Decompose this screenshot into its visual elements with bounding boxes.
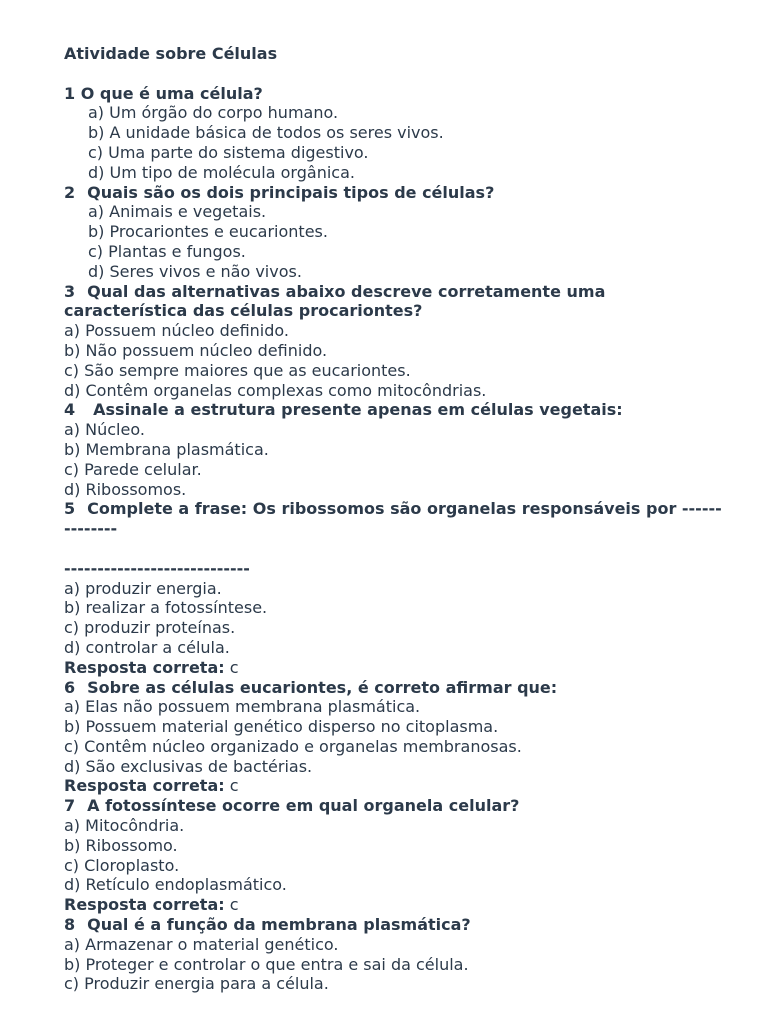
question-2 [64, 183, 724, 203]
answer-value: c [229, 657, 239, 677]
q2-option-b: b) Procariontes e eucariontes. [88, 222, 328, 242]
question-5-text: Complete a frase: Os ribossomos são organelas responsáveis por -------------- [64, 499, 722, 539]
q2-option-a: a) Animais e vegetais. [88, 202, 267, 222]
question-4 [64, 400, 724, 420]
question-7-number: 7 [64, 796, 76, 816]
q7-option-a: a) Mitocôndria. [64, 816, 185, 836]
question-8-text: Qual é a função da membrana plasmática? [87, 915, 471, 935]
q4-option-d: d) Ribossomos. [64, 479, 187, 499]
q6-option-a: a) Elas não possuem membrana plasmática. [64, 697, 421, 717]
q5-option-b: b) realizar a fotossíntese. [64, 598, 268, 618]
q8-option-a: a) Armazenar o material genético. [64, 934, 339, 954]
document-page [64, 44, 724, 994]
question-3-text: Qual das alternativas abaixo descreve corretamente uma característica das células procariontes? [64, 281, 606, 321]
q5-option-a: a) produzir energia. [64, 578, 222, 598]
q1-option-c: c) Uma parte do sistema digestivo. [88, 142, 369, 162]
q7-option-d: d) Retículo endoplasmático. [64, 875, 287, 895]
question-7-text: A fotossíntese ocorre em qual organela celular? [87, 796, 520, 816]
question-2-number: 2 [64, 182, 76, 202]
answer-value: c [229, 895, 239, 915]
q3-option-a: a) Possuem núcleo definido. [64, 321, 289, 341]
q7-option-c: c) Cloroplasto. [64, 855, 180, 875]
document-title: Atividade sobre Células [64, 44, 278, 63]
answer-label: Resposta correta: [64, 776, 225, 796]
q1-option-b: b) A unidade básica de todos os seres vivos. [88, 123, 444, 143]
answer-label: Resposta correta: [64, 895, 225, 915]
q4-option-b: b) Membrana plasmática. [64, 439, 269, 459]
blank-line [64, 539, 724, 559]
q4-option-a: a) Núcleo. [64, 420, 145, 440]
q1-option-d: d) Um tipo de molécula orgânica. [88, 162, 355, 182]
question-1: 1 O que é uma célula? [64, 83, 263, 103]
question-4-text: Assinale a estrutura presente apenas em células vegetais: [93, 400, 623, 420]
q6-option-b: b) Possuem material genético disperso no citoplasma. [64, 717, 499, 737]
question-7 [64, 796, 724, 816]
question-8-number: 8 [64, 915, 76, 935]
q1-option-a: a) Um órgão do corpo humano. [88, 103, 339, 123]
question-2-text: Quais são os dois principais tipos de células? [87, 182, 495, 202]
question-6-text: Sobre as células eucariontes, é correto afirmar que: [87, 677, 558, 697]
q8-option-b: b) Proteger e controlar o que entra e sai da célula. [64, 954, 469, 974]
question-5-number: 5 [64, 499, 76, 519]
q2-option-d: d) Seres vivos e não vivos. [88, 261, 302, 281]
q5-option-c: c) produzir proteínas. [64, 618, 236, 638]
q4-option-c: c) Parede celular. [64, 459, 202, 479]
question-5-continuation: ---------------------------- [64, 558, 250, 578]
q6-option-d: d) São exclusivas de bactérias. [64, 756, 313, 776]
question-5 [64, 499, 724, 539]
question-3-number: 3 [64, 281, 76, 301]
q8-option-c: c) Produzir energia para a célula. [64, 974, 329, 994]
q3-option-c: c) São sempre maiores que as eucariontes. [64, 360, 411, 380]
q7-option-b: b) Ribossomo. [64, 835, 178, 855]
question-6 [64, 678, 724, 698]
q5-option-d: d) controlar a célula. [64, 637, 230, 657]
question-6-number: 6 [64, 677, 76, 697]
q6-answer [64, 776, 724, 796]
question-4-number: 4 [64, 400, 76, 420]
q5-answer [64, 658, 724, 678]
question-3 [64, 282, 724, 322]
q3-option-d: d) Contêm organelas complexas como mitocôndrias. [64, 380, 487, 400]
q2-option-c: c) Plantas e fungos. [88, 241, 246, 261]
q6-option-c: c) Contêm núcleo organizado e organelas membranosas. [64, 736, 522, 756]
q7-answer [64, 895, 724, 915]
answer-label: Resposta correta: [64, 657, 225, 677]
answer-value: c [229, 776, 239, 796]
question-8 [64, 915, 724, 935]
q3-option-b: b) Não possuem núcleo definido. [64, 340, 328, 360]
